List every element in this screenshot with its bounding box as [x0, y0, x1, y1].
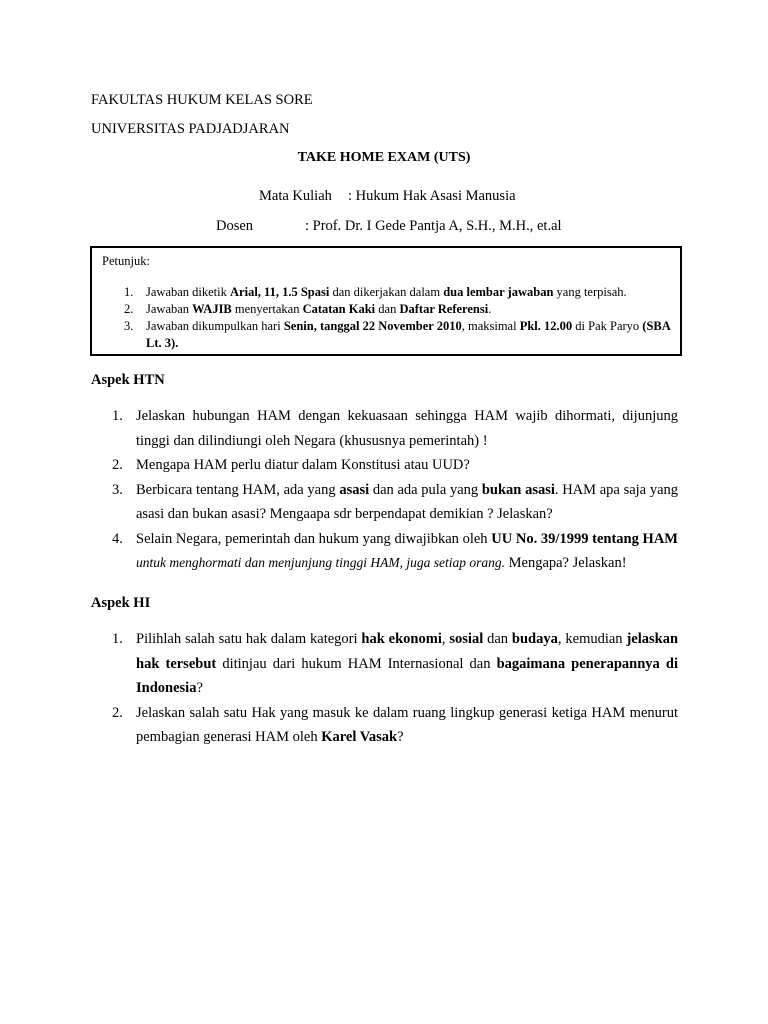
question-item: 1. Pilihlah salah satu hak dalam kategori hak ekonomi, sosial dan budaya, kemudian jelaskan hak tersebut ditinjau dari hukum HAM Internasional dan bagaimana penerapannya di Indonesia? [112, 631, 679, 696]
question-item: 4. Selain Negara, pemerintah dan hukum yang diwajibkan oleh UU No. 39/1999 tentang HAM untuk menghormati dan menjunjung tinggi HAM, juga setiap orang. Mengapa? Jelaskan! [112, 530, 678, 571]
question-item: 1. Jelaskan hubungan HAM dengan kekuasaan sehingga HAM wajib dihormati, dijunjung tinggi dan dilindiungi oleh Negara (khususnya pemerintah) ! [112, 408, 678, 449]
university-name: UNIVERSITAS PADJADJARAN [91, 121, 290, 137]
hi-question-list [91, 627, 678, 750]
section-heading-htn: Aspek HTN [91, 372, 165, 388]
htn-question-list [91, 404, 678, 576]
lecturer-label: Dosen [216, 218, 254, 234]
instructions-box [90, 246, 682, 356]
question-item: 2. Jelaskan salah satu Hak yang masuk ke dalam ruang lingkup generasi ketiga HAM menurut pembagian generasi HAM oleh Karel Vasak? [112, 704, 678, 745]
exam-title: TAKE HOME EXAM (UTS) [297, 150, 471, 165]
instructions-list [115, 284, 677, 352]
question-item: 2. Mengapa HAM perlu diatur dalam Konstitusi atau UUD? [112, 457, 470, 473]
instructions-title: Petunjuk: [102, 254, 150, 268]
section-heading-hi: Aspek HI [91, 595, 151, 611]
instruction-item: 3. Jawaban dikumpulkan hari Senin, tanggal 22 November 2010, maksimal Pkl. 12.00 di Pak Paryo (SBA Lt. 3). [124, 319, 671, 350]
instruction-item: 1. Jawaban diketik Arial, 11, 1.5 Spasi dan dikerjakan dalam dua lembar jawaban yang terpisah. [124, 285, 627, 299]
lecturer-value: : Prof. Dr. I Gede Pantja A, S.H., M.H., et.al [305, 218, 562, 234]
faculty-name: FAKULTAS HUKUM KELAS SORE [91, 92, 313, 108]
instruction-item: 2. Jawaban WAJIB menyertakan Catatan Kaki dan Daftar Referensi. [124, 302, 492, 316]
course-value: : Hukum Hak Asasi Manusia [348, 188, 516, 204]
course-label: Mata Kuliah [259, 188, 332, 204]
question-item: 3. Berbicara tentang HAM, ada yang asasi dan ada pula yang bukan asasi. HAM apa saja yang asasi dan bukan asasi? Mengaapa sdr berpendapat demikian ? Jelaskan? [112, 481, 679, 522]
